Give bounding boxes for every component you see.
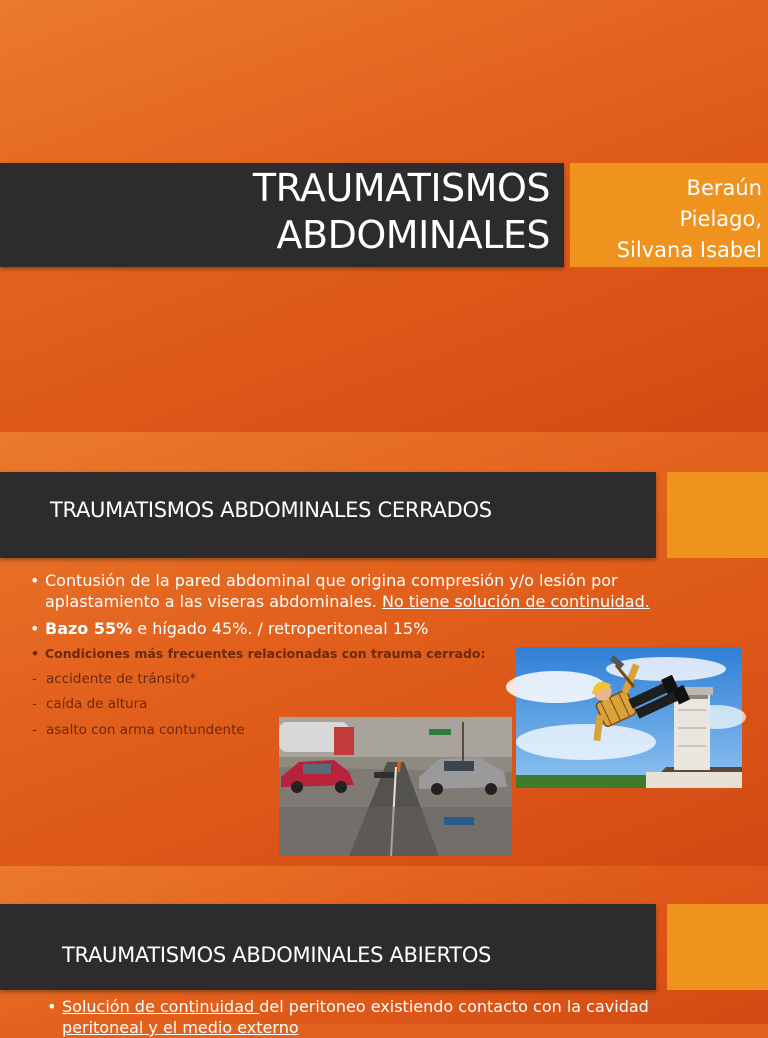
header-accent-block: [667, 904, 768, 990]
presentation-title: [253, 165, 550, 259]
open-trauma-slide: [0, 866, 768, 1037]
bullet-open-trauma-cont: [62, 1017, 299, 1038]
car-crash-illustration: [279, 717, 512, 856]
author-line-1: Beraún: [686, 176, 762, 200]
author-box: [570, 163, 768, 267]
title-slide: [0, 0, 768, 432]
open-trauma-rest: del peritoneo existiendo contacto con la cavidad: [259, 997, 649, 1016]
bullet-open-trauma: [47, 996, 649, 1017]
continuity-text: Solución de continuidad: [62, 997, 260, 1016]
author-line-2: Pielago,: [679, 207, 762, 231]
section-header-bar: [0, 472, 656, 558]
condition-text: asalto con arma contundente: [46, 722, 245, 738]
bullet-dot: •: [47, 997, 57, 1016]
falling-worker-photo: [516, 647, 742, 788]
title-line-2: ABDOMINALES: [276, 213, 550, 257]
author-name: [617, 173, 762, 266]
bullet-organs: [30, 618, 429, 639]
condition-text: caída de altura: [46, 696, 148, 712]
closed-trauma-slide: [0, 432, 768, 866]
section-header-title: TRAUMATISMOS ABDOMINALES ABIERTOS: [62, 943, 492, 967]
dash-marker: -: [32, 696, 37, 712]
no-continuity-text: No tiene solución de continuidad.: [381, 592, 650, 611]
dash-marker: -: [32, 671, 37, 687]
author-line-3: Silvana Isabel: [616, 238, 762, 262]
section-header-bar: [0, 904, 656, 990]
condition-item: [32, 670, 197, 688]
conditions-heading: [31, 646, 486, 661]
open-trauma-line2: peritoneal y el medio externo: [62, 1018, 299, 1037]
bullet-dot: •: [30, 571, 40, 590]
header-accent-block: [667, 472, 768, 558]
title-bar: [0, 163, 564, 267]
falling-worker-illustration: [516, 647, 742, 788]
condition-item: [32, 721, 245, 739]
title-line-1: TRAUMATISMOS: [252, 166, 550, 210]
conditions-heading-text: Condiciones más frecuentes relacionadas con trauma cerrado:: [45, 646, 486, 661]
condition-item: [32, 695, 148, 713]
bullet-contusion-cont: [45, 591, 650, 612]
organs-rest: e hígado 45%. / retroperitoneal 15%: [132, 619, 429, 638]
bullet-dot: •: [30, 619, 40, 638]
condition-text: accidente de tránsito*: [46, 671, 197, 687]
car-crash-photo: [279, 717, 512, 856]
dash-marker: -: [32, 722, 37, 738]
bullet-contusion: [30, 570, 618, 591]
spleen-percentage: Bazo 55%: [45, 619, 133, 638]
section-header-title: TRAUMATISMOS ABDOMINALES CERRADOS: [50, 498, 492, 522]
bullet-contusion-line2: aplastamiento a las viseras abdominales.: [45, 592, 382, 611]
bullet-contusion-line1: Contusión de la pared abdominal que origina compresión y/o lesión por: [45, 571, 618, 590]
bullet-dot: •: [31, 646, 39, 661]
